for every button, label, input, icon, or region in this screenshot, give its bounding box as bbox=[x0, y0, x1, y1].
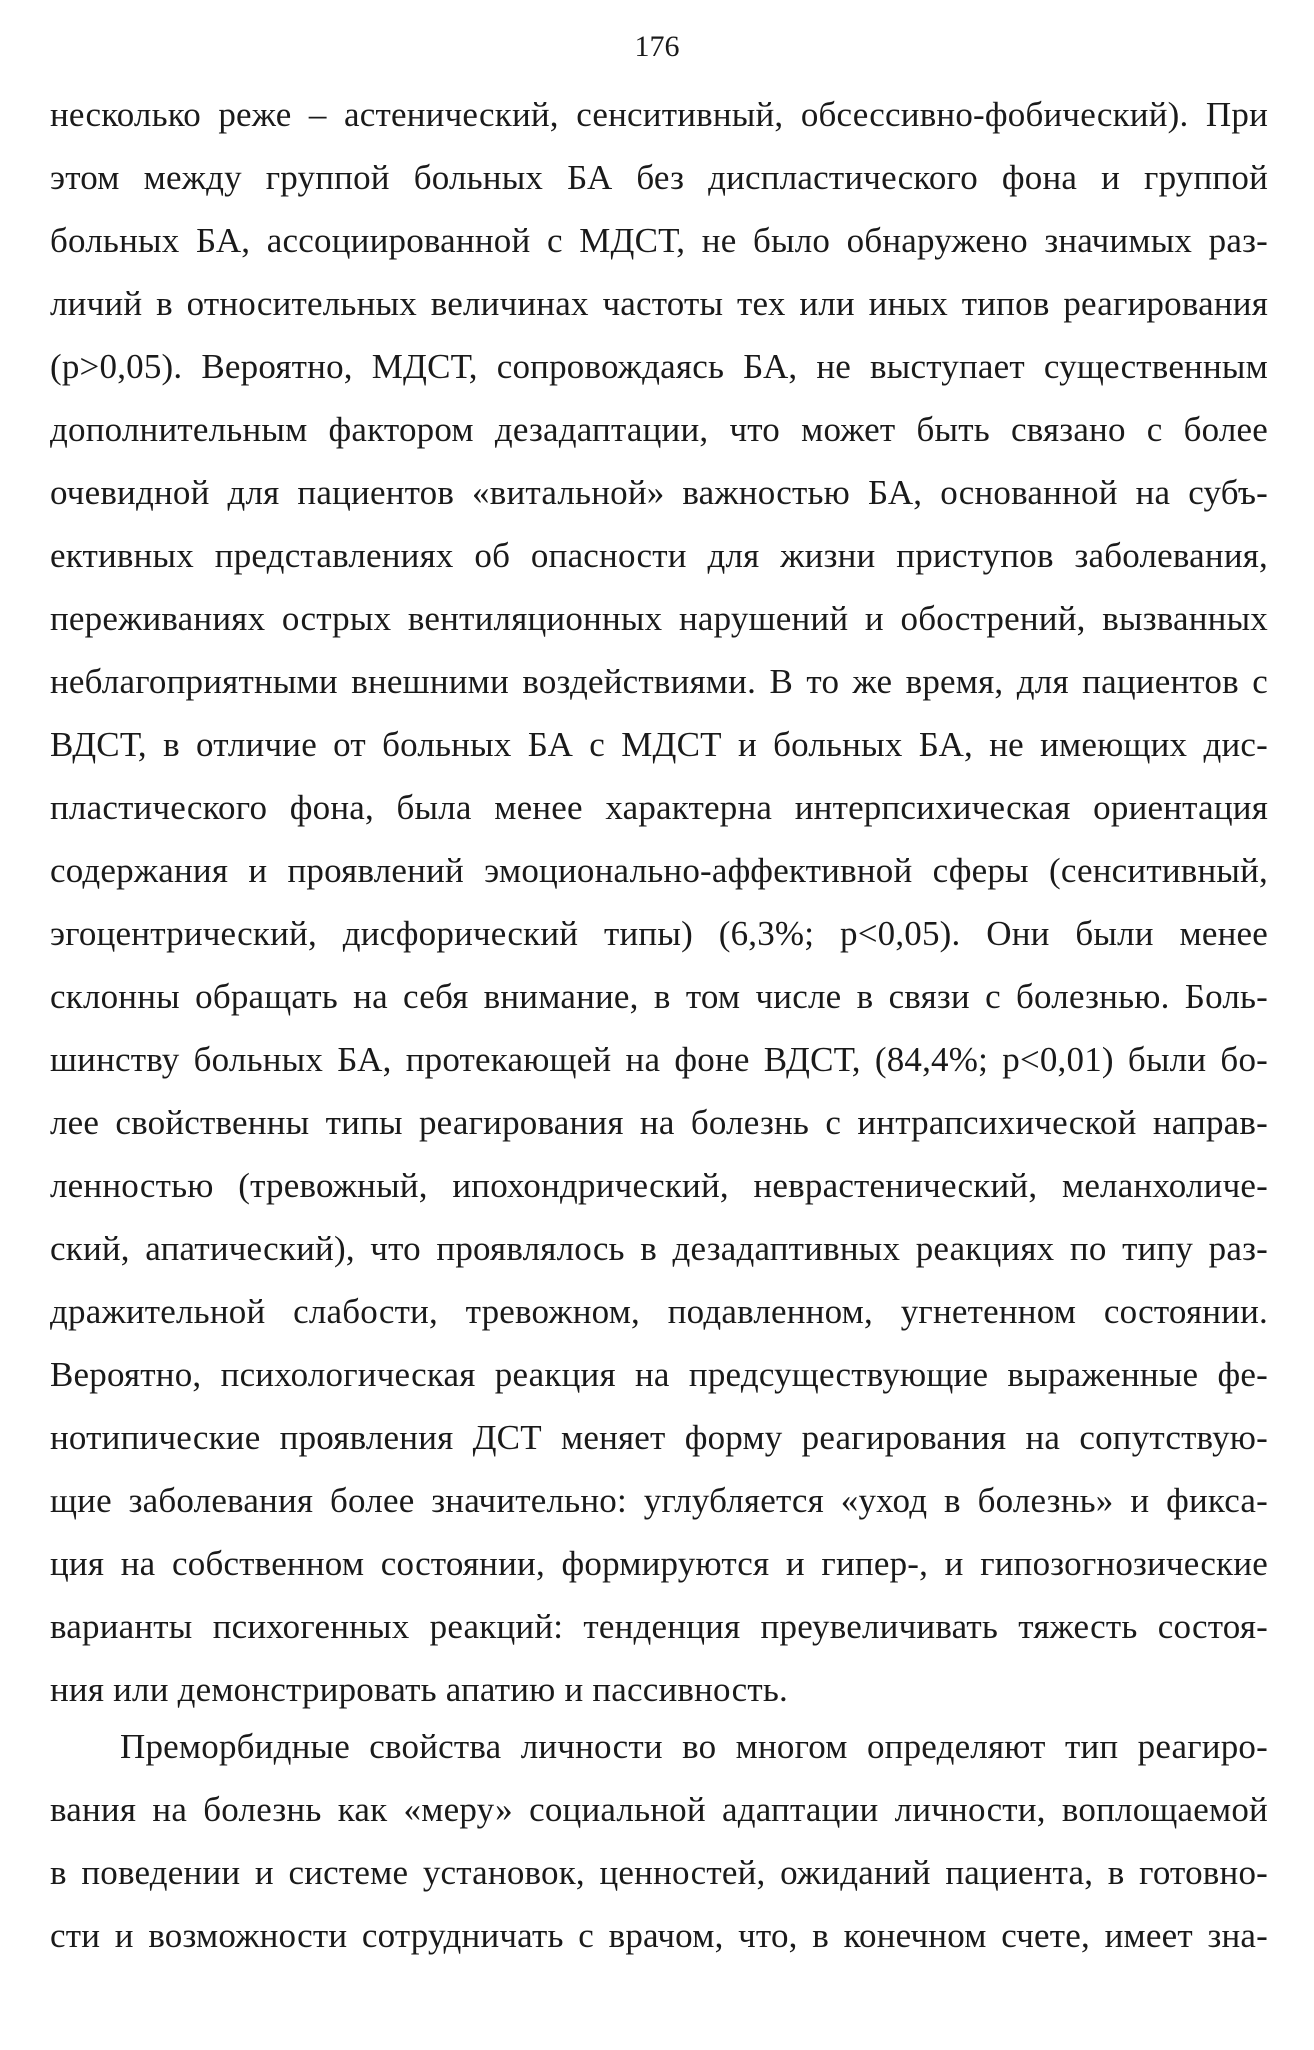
text-line: щие заболевания более значительно: углубляется «уход в болезнь» и фикса- bbox=[50, 1481, 1268, 1520]
text-line: нотипические проявления ДСТ меняет форму реагирования на сопутствую- bbox=[50, 1418, 1268, 1457]
text-line: варианты психогенных реакций: тенденция преувеличивать тяжесть состоя- bbox=[50, 1607, 1268, 1646]
paragraph-2 bbox=[50, 1715, 1268, 1967]
text-line: Вероятно, психологическая реакция на предсуществующие выраженные фе- bbox=[50, 1355, 1268, 1394]
text-line: (р>0,05). Вероятно, МДСТ, сопровождаясь БА, не выступает существенным bbox=[50, 347, 1268, 386]
text-line: ленностью (тревожный, ипохондрический, неврастенический, меланхоличе- bbox=[50, 1166, 1268, 1205]
text-line: больных БА, ассоциированной с МДСТ, не было обнаружено значимых раз- bbox=[50, 221, 1268, 260]
text-line: неблагоприятными внешними воздействиями. В то же время, для пациентов с bbox=[50, 662, 1268, 701]
text-line: этом между группой больных БА без диспластического фона и группой bbox=[50, 158, 1268, 197]
text-line: ективных представлениях об опасности для жизни приступов заболевания, bbox=[50, 536, 1268, 575]
text-line: ский, апатический), что проявлялось в дезадаптивных реакциях по типу раз- bbox=[50, 1229, 1268, 1268]
text-line: эгоцентрический, дисфорический типы) (6,3%; р<0,05). Они были менее bbox=[50, 914, 1268, 953]
text-line: сти и возможности сотрудничать с врачом, что, в конечном счете, имеет зна- bbox=[50, 1916, 1268, 1955]
text-line: ния или демонстрировать апатию и пассивность. bbox=[50, 1670, 788, 1709]
text-line: очевидной для пациентов «витальной» важностью БА, основанной на субъ- bbox=[50, 473, 1268, 512]
text-line: склонны обращать на себя внимание, в том числе в связи с болезнью. Боль- bbox=[50, 977, 1268, 1016]
text-line: личий в относительных величинах частоты тех или иных типов реагирования bbox=[50, 284, 1268, 323]
text-line: лее свойственны типы реагирования на болезнь с интрапсихической направ- bbox=[50, 1103, 1268, 1142]
text-line: дополнительным фактором дезадаптации, что может быть связано с более bbox=[50, 410, 1268, 449]
text-line: Преморбидные свойства личности во многом определяют тип реагиро- bbox=[120, 1727, 1268, 1766]
text-line: ВДСТ, в отличие от больных БА с МДСТ и больных БА, не имеющих дис- bbox=[50, 725, 1268, 764]
text-line: дражительной слабости, тревожном, подавленном, угнетенном состоянии. bbox=[50, 1292, 1268, 1331]
paragraph-1 bbox=[50, 83, 1268, 1721]
text-line: переживаниях острых вентиляционных нарушений и обострений, вызванных bbox=[50, 599, 1268, 638]
text-line: несколько реже – астенический, сенситивный, обсессивно-фобический). При bbox=[50, 95, 1268, 134]
page-number: 176 bbox=[634, 30, 680, 63]
text-line: ция на собственном состоянии, формируются и гипер-, и гипозогнозические bbox=[50, 1544, 1268, 1583]
text-line: содержания и проявлений эмоционально-аффективной сферы (сенситивный, bbox=[50, 851, 1268, 890]
text-line: пластического фона, была менее характерна интерпсихическая ориентация bbox=[50, 788, 1268, 827]
text-line: вания на болезнь как «меру» социальной адаптации личности, воплощаемой bbox=[50, 1790, 1268, 1829]
text-line: шинству больных БА, протекающей на фоне ВДСТ, (84,4%; р<0,01) были бо- bbox=[50, 1040, 1268, 1079]
text-line: в поведении и системе установок, ценностей, ожиданий пациента, в готовно- bbox=[50, 1853, 1268, 1892]
